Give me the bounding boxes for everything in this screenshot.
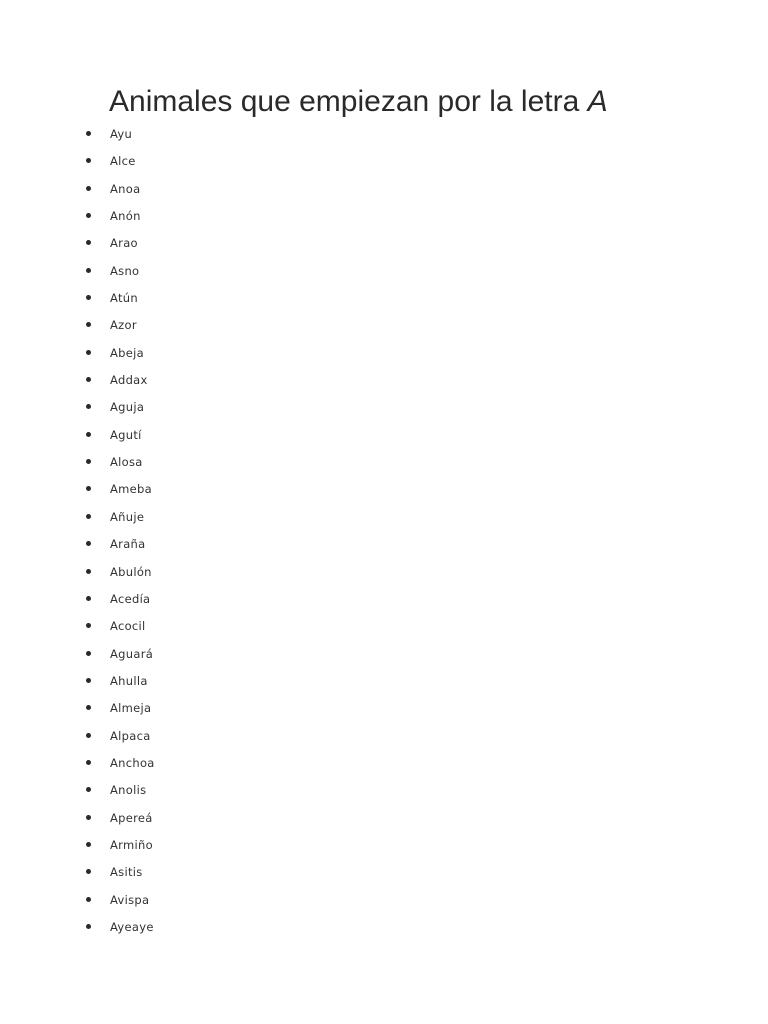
list-item-label: Ameba <box>110 482 152 497</box>
list-item-label: Armiño <box>110 837 153 852</box>
bullet-icon <box>86 131 91 136</box>
list-item <box>0 147 400 174</box>
bullet-icon <box>86 377 91 382</box>
list-item <box>0 913 400 940</box>
title-text: Animales que empiezan por la letra <box>109 85 588 118</box>
list-item-label: Acedía <box>110 591 151 606</box>
bullet-icon <box>86 678 91 683</box>
bullet-icon <box>86 733 91 738</box>
list-item <box>0 448 400 475</box>
bullet-icon <box>86 486 91 491</box>
bullet-icon <box>86 760 91 765</box>
bullet-icon <box>86 869 91 874</box>
list-item-label: Ayeaye <box>110 919 154 934</box>
bullet-icon <box>86 295 91 300</box>
list-item-label: Atún <box>110 291 138 306</box>
bullet-icon <box>86 623 91 628</box>
list-item-label: Avispa <box>110 892 150 907</box>
list-item-label: Aguará <box>110 646 154 661</box>
bullet-icon <box>86 459 91 464</box>
list-item-label: Ayu <box>110 127 133 141</box>
bullet-icon <box>86 787 91 792</box>
list-item <box>0 503 400 530</box>
list-item <box>0 120 400 147</box>
list-item <box>0 202 400 229</box>
bullet-icon <box>86 897 91 902</box>
bullet-icon <box>86 322 91 327</box>
list-item-label: Anón <box>110 209 141 224</box>
list-item <box>0 804 400 831</box>
list-item-label: Almeja <box>110 701 152 716</box>
bullet-icon <box>86 705 91 710</box>
list-item <box>0 366 400 393</box>
list-item-label: Alosa <box>110 455 143 470</box>
list-item-label: Añuje <box>110 509 145 524</box>
list-item-label: Azor <box>110 318 137 333</box>
list-item-label: Anolis <box>110 783 147 798</box>
list-item <box>0 229 400 256</box>
list-item <box>0 421 400 448</box>
list-item-label: Alce <box>110 154 136 169</box>
title-letter: A <box>587 85 608 118</box>
list-item-label: Anchoa <box>110 755 155 770</box>
list-item-label: Arao <box>110 236 138 251</box>
list-item <box>0 776 400 803</box>
bullet-icon <box>86 240 91 245</box>
list-item <box>0 667 400 694</box>
bullet-icon <box>86 924 91 929</box>
list-item-label: Addax <box>110 373 148 388</box>
list-item <box>0 257 400 284</box>
list-item <box>0 831 400 858</box>
list-item <box>0 339 400 366</box>
list-item <box>0 694 400 721</box>
list-item-label: Ahulla <box>110 673 148 688</box>
list-item-label: Abeja <box>110 345 144 360</box>
list-item <box>0 722 400 749</box>
list-item-label: Acocil <box>110 619 146 634</box>
list-item-label: Agutí <box>110 427 142 442</box>
list-item <box>0 393 400 420</box>
list-item-label: Apereá <box>110 810 153 825</box>
bullet-icon <box>86 158 91 163</box>
list-item <box>0 530 400 557</box>
list-item <box>0 284 400 311</box>
list-item-label: Asitis <box>110 865 143 880</box>
list-item-label: Abulón <box>110 564 152 579</box>
list-item <box>0 475 400 502</box>
bullet-icon <box>86 514 91 519</box>
list-item-label: Aguja <box>110 400 145 415</box>
bullet-icon <box>86 842 91 847</box>
list-item-label: Alpaca <box>110 728 151 743</box>
bullet-icon <box>86 569 91 574</box>
bullet-icon <box>86 213 91 218</box>
list-item <box>0 585 400 612</box>
list-item-label: Anoa <box>110 181 141 196</box>
bullet-icon <box>86 432 91 437</box>
bullet-icon <box>86 186 91 191</box>
bullet-icon <box>86 350 91 355</box>
list-item-label: Araña <box>110 537 146 552</box>
list-item-label: Asno <box>110 263 140 278</box>
animal-list <box>0 120 400 940</box>
list-item <box>0 175 400 202</box>
list-item <box>0 612 400 639</box>
list-item <box>0 886 400 913</box>
page-title <box>109 82 608 122</box>
bullet-icon <box>86 541 91 546</box>
list-item <box>0 640 400 667</box>
list-item <box>0 749 400 776</box>
list-item <box>0 858 400 885</box>
bullet-icon <box>86 404 91 409</box>
bullet-icon <box>86 651 91 656</box>
bullet-icon <box>86 815 91 820</box>
bullet-icon <box>86 596 91 601</box>
bullet-icon <box>86 268 91 273</box>
list-item <box>0 311 400 338</box>
list-item <box>0 558 400 585</box>
